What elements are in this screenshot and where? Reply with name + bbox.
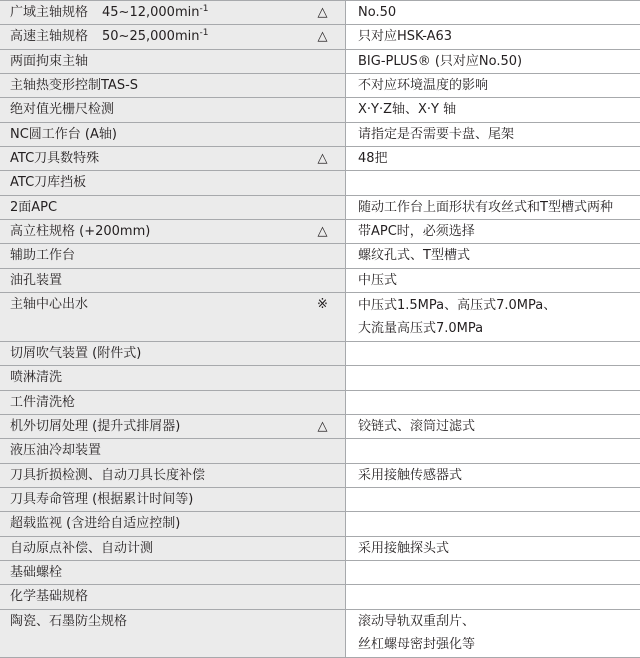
option-name: 油孔装置 xyxy=(10,272,63,288)
option-mark-cell xyxy=(300,25,346,49)
option-name-cell xyxy=(0,25,300,49)
option-name: 高速主轴规格 xyxy=(10,29,89,45)
option-name: 辅助工作台 xyxy=(10,248,76,264)
option-value-text: 45~12,000min xyxy=(102,5,200,20)
option-name-cell xyxy=(0,487,300,511)
option-note: 中压式1.5MPa、高压式7.0MPa、 xyxy=(358,297,557,313)
option-name-cell xyxy=(0,147,300,171)
option-name: 高立柱规格 (+200mm) xyxy=(10,224,151,240)
option-mark: △ xyxy=(317,224,328,240)
option-value-text: 50~25,000min xyxy=(102,29,200,45)
option-note-cell xyxy=(346,25,640,49)
option-name-cell xyxy=(0,560,300,584)
option-name-cell xyxy=(0,220,300,244)
option-name: ATC刀库挡板 xyxy=(10,175,87,191)
spec-row xyxy=(0,25,640,49)
option-name-cell xyxy=(0,293,300,342)
option-name: 绝对值光栅尺检测 xyxy=(10,102,115,118)
spec-row xyxy=(0,414,640,438)
option-name: 陶瓷、石墨防尘规格 xyxy=(10,613,128,629)
option-mark: △ xyxy=(317,29,328,45)
option-note: 铰链式、滚筒过滤式 xyxy=(358,418,476,434)
spec-row xyxy=(0,390,640,414)
option-note-cell xyxy=(346,220,640,244)
option-name-cell xyxy=(0,122,300,146)
option-value xyxy=(102,1,208,24)
option-note-cell xyxy=(346,244,640,268)
option-note-cell xyxy=(346,74,640,98)
option-mark-cell xyxy=(300,171,346,195)
option-note xyxy=(358,439,640,462)
option-name-cell xyxy=(0,390,300,414)
option-name: 化学基础规格 xyxy=(10,589,89,605)
option-note-cell xyxy=(346,1,640,25)
option-note: 只对应HSK-A63 xyxy=(358,29,453,45)
option-note-cell xyxy=(346,512,640,536)
option-name: 喷淋清洗 xyxy=(10,370,63,386)
option-mark-cell xyxy=(300,147,346,171)
option-name: 切屑吹气装置 (附件式) xyxy=(10,345,142,361)
option-note: BIG-PLUS® (只对应No.50) xyxy=(358,53,523,69)
spec-row xyxy=(0,536,640,560)
option-mark-cell xyxy=(300,74,346,98)
option-mark: △ xyxy=(317,151,328,167)
spec-row xyxy=(0,74,640,98)
option-mark-cell xyxy=(300,293,346,342)
option-note xyxy=(358,391,640,414)
option-name-cell xyxy=(0,195,300,219)
option-note xyxy=(358,342,640,365)
option-name: ATC刀具数特殊 xyxy=(10,151,100,167)
option-name: 基础螺栓 xyxy=(10,564,63,580)
option-mark-cell xyxy=(300,463,346,487)
option-name: 2面APC xyxy=(10,199,58,215)
option-name: 刀具折损检测、自动刀具长度补偿 xyxy=(10,467,206,483)
option-name-cell xyxy=(0,366,300,390)
option-note: 采用接触探头式 xyxy=(358,540,450,556)
spec-row xyxy=(0,341,640,365)
option-name: 液压油冷却装置 xyxy=(10,443,102,459)
option-note: 不对应环境温度的影响 xyxy=(358,78,489,94)
spec-row xyxy=(0,293,640,342)
option-mark-cell xyxy=(300,366,346,390)
option-note-cell xyxy=(346,268,640,292)
option-note: No.50 xyxy=(358,5,397,20)
option-note xyxy=(358,171,640,194)
option-value-exponent: -1 xyxy=(199,28,209,39)
option-note: 采用接触传感器式 xyxy=(358,467,463,483)
option-note-cell xyxy=(346,293,640,342)
option-name: 两面拘束主轴 xyxy=(10,53,89,69)
option-note: 中压式 xyxy=(358,272,398,288)
option-name-cell xyxy=(0,49,300,73)
option-mark-cell xyxy=(300,220,346,244)
spec-row xyxy=(0,122,640,146)
option-name-cell xyxy=(0,463,300,487)
option-mark-cell xyxy=(300,49,346,73)
option-note: 带APC时，必须选择 xyxy=(358,224,475,240)
option-name-cell xyxy=(0,244,300,268)
option-note-cell xyxy=(346,341,640,365)
option-note-cell xyxy=(346,366,640,390)
option-note xyxy=(358,488,640,511)
spec-row xyxy=(0,268,640,292)
option-mark: △ xyxy=(317,5,328,20)
option-note-cell xyxy=(346,439,640,463)
option-note-cell xyxy=(346,49,640,73)
spec-table-body xyxy=(0,1,640,658)
option-mark-cell xyxy=(300,512,346,536)
option-note-cell xyxy=(346,609,640,658)
option-name-cell xyxy=(0,171,300,195)
option-note-cell xyxy=(346,390,640,414)
spec-row xyxy=(0,463,640,487)
option-value xyxy=(102,25,208,48)
option-note-cell xyxy=(346,560,640,584)
option-name-cell xyxy=(0,268,300,292)
option-note xyxy=(358,585,640,608)
spec-row xyxy=(0,147,640,171)
option-mark-cell xyxy=(300,341,346,365)
option-name-cell xyxy=(0,439,300,463)
spec-row xyxy=(0,366,640,390)
option-name-cell xyxy=(0,341,300,365)
spec-row xyxy=(0,49,640,73)
spec-row xyxy=(0,171,640,195)
option-name-cell xyxy=(0,74,300,98)
option-mark: ※ xyxy=(317,297,328,313)
option-note: X·Y·Z轴、X·Y 轴 xyxy=(358,102,457,118)
spec-row xyxy=(0,98,640,122)
option-note-cell xyxy=(346,98,640,122)
option-mark-cell xyxy=(300,560,346,584)
option-name: 自动原点补偿、自动计测 xyxy=(10,540,154,556)
option-mark-cell xyxy=(300,98,346,122)
option-note: 丝杠螺母密封强化等 xyxy=(358,637,476,653)
option-value-exponent: -1 xyxy=(199,4,209,14)
option-name: 主轴中心出水 xyxy=(10,297,89,313)
option-note xyxy=(358,561,640,584)
option-mark-cell xyxy=(300,585,346,609)
option-note: 滚动导轨双重刮片、 xyxy=(358,614,476,630)
option-name: 超载监视 (含进给自适应控制) xyxy=(10,516,181,532)
option-mark-cell xyxy=(300,414,346,438)
spec-row xyxy=(0,1,640,25)
option-name-cell xyxy=(0,585,300,609)
option-name: NC圆工作台 (A轴) xyxy=(10,126,117,142)
option-name-cell xyxy=(0,536,300,560)
option-mark-cell xyxy=(300,609,346,658)
option-mark: △ xyxy=(317,418,328,434)
option-mark-cell xyxy=(300,1,346,25)
spec-row xyxy=(0,487,640,511)
option-note-cell xyxy=(346,585,640,609)
spec-row xyxy=(0,609,640,658)
option-note xyxy=(358,366,640,389)
option-note-cell xyxy=(346,147,640,171)
option-mark-cell xyxy=(300,487,346,511)
option-note: 螺纹孔式、T型槽式 xyxy=(358,248,470,264)
option-note-cell xyxy=(346,195,640,219)
spec-row xyxy=(0,585,640,609)
option-name: 工件清洗枪 xyxy=(10,394,76,410)
option-mark-cell xyxy=(300,439,346,463)
option-name-cell xyxy=(0,512,300,536)
option-name: 广域主轴规格 xyxy=(10,5,89,20)
option-mark-cell xyxy=(300,536,346,560)
option-name: 刀具寿命管理 (根据累计时间等) xyxy=(10,491,194,507)
option-mark-cell xyxy=(300,390,346,414)
option-note-cell xyxy=(346,122,640,146)
option-mark-cell xyxy=(300,195,346,219)
option-name-cell xyxy=(0,98,300,122)
option-mark-cell xyxy=(300,122,346,146)
option-note-cell xyxy=(346,487,640,511)
spec-row xyxy=(0,439,640,463)
option-note-cell xyxy=(346,171,640,195)
option-mark-cell xyxy=(300,244,346,268)
option-note-cell xyxy=(346,463,640,487)
option-note: 随动工作台上面形状有攻丝式和T型槽式两种 xyxy=(358,199,613,215)
spec-row xyxy=(0,195,640,219)
spec-row xyxy=(0,220,640,244)
option-note: 大流量高压式7.0MPa xyxy=(358,320,484,336)
option-name-cell xyxy=(0,609,300,658)
option-name-cell xyxy=(0,1,300,25)
spec-row xyxy=(0,244,640,268)
option-mark-cell xyxy=(300,268,346,292)
option-name: 主轴热变形控制TAS-S xyxy=(10,78,139,94)
option-name: 机外切屑处理 (提升式排屑器) xyxy=(10,418,181,434)
option-note xyxy=(358,512,640,535)
option-name-cell xyxy=(0,414,300,438)
spec-row xyxy=(0,512,640,536)
option-note-cell xyxy=(346,414,640,438)
option-note-cell xyxy=(346,536,640,560)
spec-row xyxy=(0,560,640,584)
option-note: 请指定是否需要卡盘、尾架 xyxy=(358,126,515,142)
option-note: 48把 xyxy=(358,151,388,167)
